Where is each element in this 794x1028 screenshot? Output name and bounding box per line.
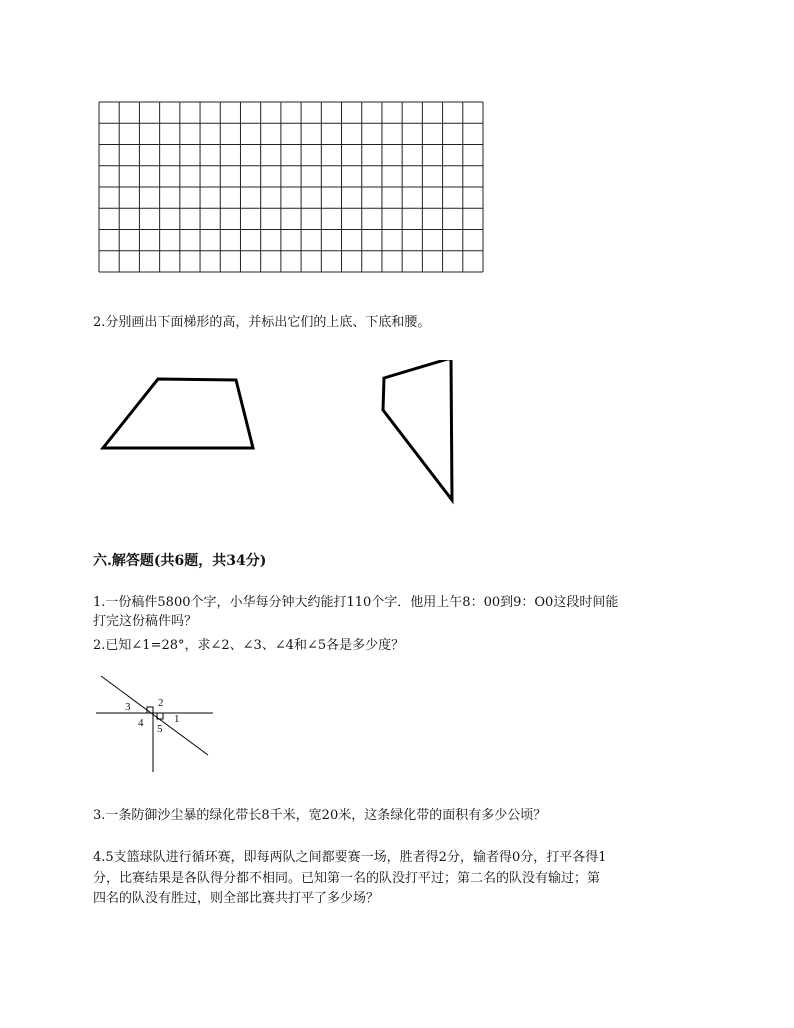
angle-label-1: 1: [174, 713, 180, 725]
angle-label-2: 2: [158, 697, 164, 709]
angle-label-4: 4: [138, 717, 144, 729]
problem-4-line-1: 4.5支篮球队进行循环赛，即每两队之间都要赛一场，胜者得2分，输者得0分，打平各得1: [93, 850, 607, 865]
square-grid: [98, 101, 484, 273]
angle-label-3: 3: [125, 701, 131, 713]
problem-1-line-2: 打完这份稿件吗？: [93, 614, 198, 629]
problem-1-line-1: 1.一份稿件5800个字，小华每分钟大约能打110个字．他用上午8：00到9：O0这段时间能: [93, 595, 619, 610]
section-title: 六.解答题(共6题，共34分): [93, 553, 267, 569]
problem-3: 3.一条防御沙尘暴的绿化带长8千米，宽20米，这条绿化带的面积有多少公顷？: [93, 808, 547, 823]
grid-lines: [98, 101, 484, 273]
trapezoid-1: [103, 379, 253, 448]
problem-2: 2.已知∠1=28°，求∠2、∠3、∠4和∠5各是多少度？: [93, 638, 405, 653]
trapezoid-2: [383, 360, 452, 500]
angle-figure: [94, 668, 216, 774]
trapezoid-question: 2.分别画出下面梯形的高，并标出它们的上底、下底和腰。: [93, 315, 431, 330]
trapezoid-figures: [0, 360, 794, 510]
angle-label-5: 5: [157, 723, 163, 735]
problem-4-line-3: 四名的队没有胜过，则全部比赛共打平了多少场？: [93, 891, 380, 906]
problem-4-line-2: 分，比赛结果是各队得分都不相同。已知第一名的队没打平过；第二名的队没有输过；第: [93, 871, 601, 886]
diagonal-line: [101, 676, 208, 755]
